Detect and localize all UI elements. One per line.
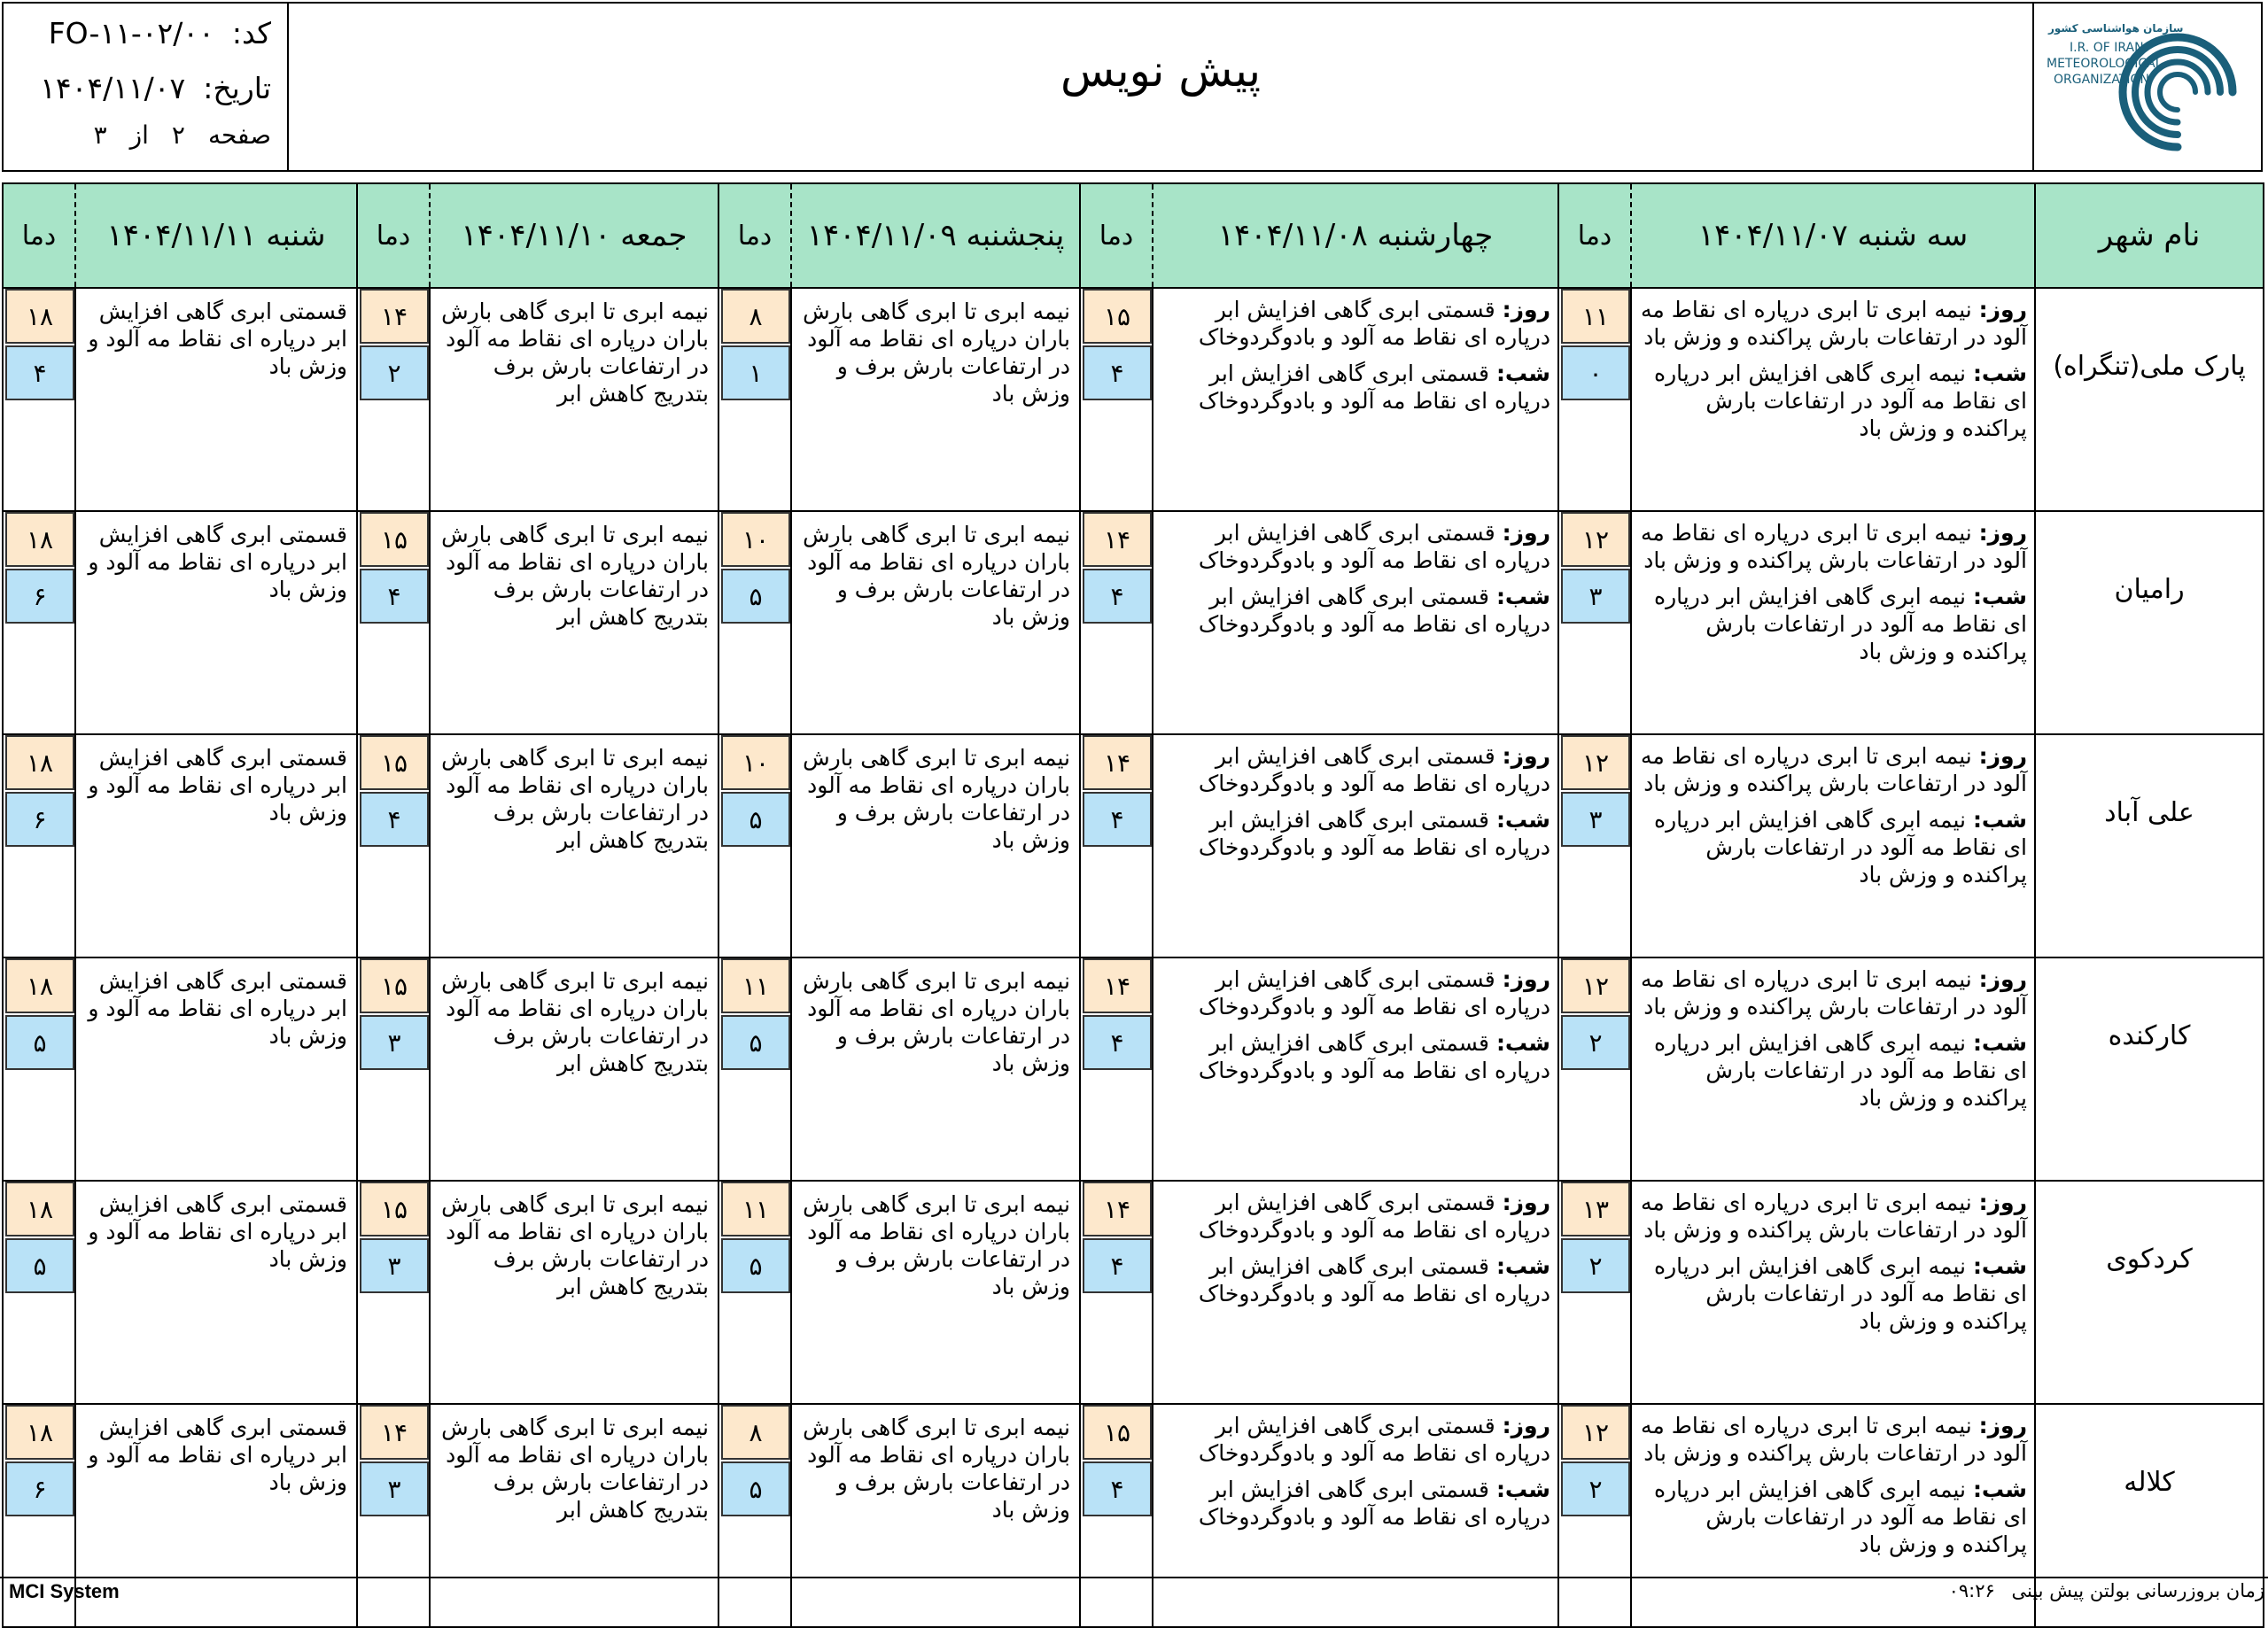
document-meta — [4, 4, 289, 170]
min-temp: ۴ — [1083, 1238, 1152, 1293]
day-5-forecast: قسمتی ابری گاهی افزایش ابر درپاره ای نقاط مه آلود و وزش باد — [75, 957, 357, 1181]
day-1-forecast — [1631, 734, 2035, 957]
city-name: کردکوی — [2106, 1244, 2193, 1275]
max-temp: ۱۱ — [1561, 289, 1630, 344]
city-name: رامیان — [2114, 574, 2185, 605]
day-5-forecast: قسمتی ابری گاهی افزایش ابر درپاره ای نقاط مه آلود و وزش باد — [75, 734, 357, 957]
day-label: روز: — [1502, 743, 1550, 769]
table-row — [3, 1181, 2264, 1404]
day-1-temps — [1558, 734, 1631, 957]
night-label: شب: — [1495, 360, 1550, 386]
night-label: شب: — [1972, 360, 2027, 386]
code-value: FO-۱۱-۰۲/۰۰ — [48, 16, 214, 50]
day-3-temps — [718, 288, 791, 511]
day-label: روز: — [1978, 520, 2027, 546]
day-label: روز: — [1978, 1190, 2027, 1215]
day-2-temps — [1080, 511, 1153, 734]
city-cell — [2035, 1181, 2264, 1404]
org-name-en-1: I.R. OF IRAN — [2070, 41, 2144, 55]
day-4-forecast: نیمه ابری تا ابری گاهی بارش باران درپاره ای نقاط مه آلود در ارتفاعات بارش برف بتدریج کاهش ابر — [430, 957, 718, 1181]
day-1-temps — [1558, 288, 1631, 511]
night-text: قسمتی ابری گاهی افزایش ابر درپاره ای نقاط مه آلود و بادوگردوخاک — [1198, 1030, 1550, 1083]
max-temp: ۱۸ — [5, 1182, 74, 1237]
city-cell — [2035, 957, 2264, 1181]
day-1-temps — [1558, 511, 1631, 734]
max-temp: ۱۲ — [1561, 958, 1630, 1013]
forecast-body — [3, 288, 2264, 1627]
day-forecast — [1159, 1189, 1550, 1244]
max-temp: ۱۴ — [360, 289, 429, 344]
day-label: روز: — [1502, 1413, 1550, 1438]
max-temp: ۱۲ — [1561, 1405, 1630, 1460]
page-footer — [0, 1577, 2268, 1609]
day-4-temps — [357, 957, 430, 1181]
day-2-forecast — [1153, 734, 1558, 957]
day-forecast — [1637, 1412, 2027, 1467]
system-name: MCI System — [9, 1580, 120, 1602]
day-4-forecast: نیمه ابری تا ابری گاهی بارش باران درپاره ای نقاط مه آلود در ارتفاعات بارش برف بتدریج کاهش ابر — [430, 734, 718, 957]
night-text: قسمتی ابری گاهی افزایش ابر درپاره ای نقاط مه آلود و بادوگردوخاک — [1198, 1477, 1550, 1530]
document-header — [2, 2, 2263, 172]
day-1-forecast — [1631, 288, 2035, 511]
min-temp: ۳ — [360, 1238, 429, 1293]
day-forecast — [1159, 519, 1550, 574]
date-row — [30, 71, 271, 105]
night-forecast — [1637, 1252, 2027, 1335]
min-temp: ۴ — [5, 345, 74, 400]
day-text: نیمه ابری تا ابری درپاره ای نقاط مه آلود در ارتفاعات بارش پراکنده و وزش باد — [1641, 1190, 2027, 1243]
max-temp: ۱۸ — [5, 1405, 74, 1460]
day-3-forecast: نیمه ابری تا ابری گاهی بارش باران درپاره ای نقاط مه آلود در ارتفاعات بارش برف و وزش باد — [791, 734, 1080, 957]
max-temp: ۱۴ — [1083, 512, 1152, 567]
logo-cell — [2032, 4, 2261, 170]
day-4-forecast: نیمه ابری تا ابری گاهی بارش باران درپاره ای نقاط مه آلود در ارتفاعات بارش برف بتدریج کاهش ابر — [430, 1404, 718, 1627]
table-row — [3, 288, 2264, 511]
min-temp: ۳ — [360, 1015, 429, 1070]
max-temp: ۱۵ — [360, 512, 429, 567]
day-1-temps — [1558, 957, 1631, 1181]
max-temp: ۱۲ — [1561, 735, 1630, 790]
max-temp: ۱۵ — [1083, 289, 1152, 344]
page-label: صفحه — [207, 120, 271, 150]
day-4-temps — [357, 511, 430, 734]
night-text: قسمتی ابری گاهی افزایش ابر درپاره ای نقاط مه آلود و بادوگردوخاک — [1198, 360, 1550, 414]
day-2-forecast — [1153, 511, 1558, 734]
min-temp: ۲ — [1561, 1015, 1630, 1070]
city-cell — [2035, 734, 2264, 957]
day-2-temps — [1080, 734, 1153, 957]
night-label: شب: — [1972, 807, 2027, 833]
day-4-temps — [357, 734, 430, 957]
day-4-forecast: نیمه ابری تا ابری گاهی بارش باران درپاره ای نقاط مه آلود در ارتفاعات بارش برف بتدریج کاهش ابر — [430, 511, 718, 734]
day-5-forecast: قسمتی ابری گاهی افزایش ابر درپاره ای نقاط مه آلود و وزش باد — [75, 1181, 357, 1404]
day-forecast — [1159, 1412, 1550, 1467]
night-text: نیمه ابری گاهی افزایش ابر درپاره ای نقاط مه آلود در ارتفاعات بارش پراکنده و وزش باد — [1653, 1030, 2027, 1111]
min-temp: ۵ — [5, 1015, 74, 1070]
date-label: تاریخ: — [203, 71, 271, 105]
night-label: شب: — [1972, 1253, 2027, 1279]
min-temp: ۴ — [1083, 1461, 1152, 1516]
day-5-temps — [3, 1181, 75, 1404]
org-name-en-3: ORGANIZATION — [2054, 73, 2150, 87]
day-label: روز: — [1978, 297, 2027, 322]
day-2-temps — [1080, 288, 1153, 511]
day-3-temps — [718, 734, 791, 957]
min-temp: ۴ — [360, 792, 429, 847]
min-temp: ۲ — [360, 345, 429, 400]
day-text: نیمه ابری تا ابری درپاره ای نقاط مه آلود در ارتفاعات بارش پراکنده و وزش باد — [1641, 297, 2027, 350]
min-temp: ۰ — [1561, 345, 1630, 400]
temp-1-header: دما — [1558, 183, 1631, 288]
day-5-temps — [3, 734, 75, 957]
day-5-forecast: قسمتی ابری گاهی افزایش ابر درپاره ای نقاط مه آلود و وزش باد — [75, 288, 357, 511]
min-temp: ۵ — [721, 1015, 790, 1070]
day-5-temps — [3, 511, 75, 734]
max-temp: ۱۱ — [721, 958, 790, 1013]
meteorological-organization-logo — [2045, 14, 2254, 161]
day-forecast — [1159, 296, 1550, 351]
day-1-forecast — [1631, 1181, 2035, 1404]
city-name: پارک ملی(تنگراه) — [2053, 351, 2246, 382]
day-5-forecast: قسمتی ابری گاهی افزایش ابر درپاره ای نقاط مه آلود و وزش باد — [75, 1404, 357, 1627]
max-temp: ۱۴ — [1083, 735, 1152, 790]
day-label: روز: — [1978, 743, 2027, 769]
max-temp: ۱۰ — [721, 735, 790, 790]
night-forecast — [1637, 1476, 2027, 1558]
min-temp: ۵ — [5, 1238, 74, 1293]
day-3-forecast: نیمه ابری تا ابری گاهی بارش باران درپاره ای نقاط مه آلود در ارتفاعات بارش برف و وزش باد — [791, 288, 1080, 511]
day-label: روز: — [1502, 520, 1550, 546]
night-forecast — [1159, 806, 1550, 861]
max-temp: ۱۵ — [360, 1182, 429, 1237]
day-text: نیمه ابری تا ابری درپاره ای نقاط مه آلود در ارتفاعات بارش پراکنده و وزش باد — [1641, 520, 2027, 573]
night-text: نیمه ابری گاهی افزایش ابر درپاره ای نقاط مه آلود در ارتفاعات بارش پراکنده و وزش باد — [1653, 584, 2027, 664]
day-4-temps — [357, 288, 430, 511]
night-label: شب: — [1972, 1477, 2027, 1502]
table-row — [3, 734, 2264, 957]
min-temp: ۴ — [1083, 569, 1152, 624]
min-temp: ۴ — [1083, 792, 1152, 847]
page-total: ۳ — [93, 120, 107, 150]
day-text: قسمتی ابری گاهی افزایش ابر درپاره ای نقاط مه آلود و بادوگردوخاک — [1198, 1190, 1550, 1243]
day-2-forecast — [1153, 957, 1558, 1181]
night-text: قسمتی ابری گاهی افزایش ابر درپاره ای نقاط مه آلود و بادوگردوخاک — [1198, 807, 1550, 860]
city-name: کلاله — [2124, 1467, 2175, 1498]
update-info — [1938, 1580, 2264, 1601]
day-label: روز: — [1978, 1413, 2027, 1438]
day-forecast — [1637, 519, 2027, 574]
max-temp: ۱۴ — [360, 1405, 429, 1460]
max-temp: ۱۲ — [1561, 512, 1630, 567]
night-forecast — [1637, 583, 2027, 665]
night-forecast — [1637, 1029, 2027, 1112]
day-text: قسمتی ابری گاهی افزایش ابر درپاره ای نقاط مه آلود و بادوگردوخاک — [1198, 297, 1550, 350]
day-2-forecast — [1153, 288, 1558, 511]
day-1-temps — [1558, 1181, 1631, 1404]
night-text: قسمتی ابری گاهی افزایش ابر درپاره ای نقاط مه آلود و بادوگردوخاک — [1198, 584, 1550, 637]
day-forecast — [1159, 965, 1550, 1020]
day-4-header: جمعه ۱۴۰۴/۱۱/۱۰ — [430, 183, 718, 288]
day-1-forecast — [1631, 511, 2035, 734]
night-forecast — [1159, 1252, 1550, 1307]
min-temp: ۴ — [1083, 345, 1152, 400]
max-temp: ۸ — [721, 289, 790, 344]
night-forecast — [1159, 583, 1550, 638]
day-3-temps — [718, 511, 791, 734]
day-5-temps — [3, 288, 75, 511]
night-label: شب: — [1495, 584, 1550, 609]
min-temp: ۳ — [1561, 792, 1630, 847]
city-cell — [2035, 511, 2264, 734]
min-temp: ۶ — [5, 1461, 74, 1516]
day-4-forecast: نیمه ابری تا ابری گاهی بارش باران درپاره ای نقاط مه آلود در ارتفاعات بارش برف بتدریج کاهش ابر — [430, 1181, 718, 1404]
max-temp: ۱۵ — [360, 958, 429, 1013]
city-column-header: نام شهر — [2035, 183, 2264, 288]
max-temp: ۱۸ — [5, 512, 74, 567]
night-text: نیمه ابری گاهی افزایش ابر درپاره ای نقاط مه آلود در ارتفاعات بارش پراکنده و وزش باد — [1653, 360, 2027, 441]
day-text: نیمه ابری تا ابری درپاره ای نقاط مه آلود در ارتفاعات بارش پراکنده و وزش باد — [1641, 743, 2027, 796]
day-forecast — [1637, 742, 2027, 797]
day-text: نیمه ابری تا ابری درپاره ای نقاط مه آلود در ارتفاعات بارش پراکنده و وزش باد — [1641, 966, 2027, 1019]
forecast-table — [2, 182, 2264, 1628]
max-temp: ۱۸ — [5, 958, 74, 1013]
night-text: قسمتی ابری گاهی افزایش ابر درپاره ای نقاط مه آلود و بادوگردوخاک — [1198, 1253, 1550, 1306]
night-text: نیمه ابری گاهی افزایش ابر درپاره ای نقاط مه آلود در ارتفاعات بارش پراکنده و وزش باد — [1653, 1253, 2027, 1334]
day-text: قسمتی ابری گاهی افزایش ابر درپاره ای نقاط مه آلود و بادوگردوخاک — [1198, 520, 1550, 573]
day-3-forecast: نیمه ابری تا ابری گاهی بارش باران درپاره ای نقاط مه آلود در ارتفاعات بارش برف و وزش باد — [791, 511, 1080, 734]
min-temp: ۲ — [1561, 1238, 1630, 1293]
page-row — [30, 120, 271, 150]
min-temp: ۶ — [5, 792, 74, 847]
night-forecast — [1159, 360, 1550, 415]
code-label: کد: — [231, 16, 271, 50]
min-temp: ۳ — [1561, 569, 1630, 624]
night-label: شب: — [1495, 1477, 1550, 1502]
min-temp: ۵ — [721, 569, 790, 624]
max-temp: ۸ — [721, 1405, 790, 1460]
day-1-forecast — [1631, 957, 2035, 1181]
min-temp: ۱ — [721, 345, 790, 400]
min-temp: ۵ — [721, 1238, 790, 1293]
day-5-header: شنبه ۱۴۰۴/۱۱/۱۱ — [75, 183, 357, 288]
night-label: شب: — [1972, 1030, 2027, 1056]
day-3-header: پنجشنبه ۱۴۰۴/۱۱/۰۹ — [791, 183, 1080, 288]
temp-4-header: دما — [357, 183, 430, 288]
min-temp: ۵ — [721, 792, 790, 847]
page-of: از — [129, 120, 149, 150]
night-label: شب: — [1972, 584, 2027, 609]
night-label: شب: — [1495, 807, 1550, 833]
city-name: علی آباد — [2104, 797, 2194, 828]
night-forecast — [1159, 1029, 1550, 1084]
night-text: نیمه ابری گاهی افزایش ابر درپاره ای نقاط مه آلود در ارتفاعات بارش پراکنده و وزش باد — [1653, 1477, 2027, 1557]
day-label: روز: — [1502, 297, 1550, 322]
night-label: شب: — [1495, 1253, 1550, 1279]
day-text: قسمتی ابری گاهی افزایش ابر درپاره ای نقاط مه آلود و بادوگردوخاک — [1198, 743, 1550, 796]
max-temp: ۱۸ — [5, 289, 74, 344]
table-header-row — [3, 183, 2264, 288]
temp-2-header: دما — [1080, 183, 1153, 288]
min-temp: ۵ — [721, 1461, 790, 1516]
day-4-forecast: نیمه ابری تا ابری گاهی بارش باران درپاره ای نقاط مه آلود در ارتفاعات بارش برف بتدریج کاهش ابر — [430, 288, 718, 511]
day-label: روز: — [1502, 1190, 1550, 1215]
table-row — [3, 957, 2264, 1181]
temp-5-header: دما — [3, 183, 75, 288]
day-forecast — [1159, 742, 1550, 797]
day-label: روز: — [1978, 966, 2027, 992]
day-3-forecast: نیمه ابری تا ابری گاهی بارش باران درپاره ای نقاط مه آلود در ارتفاعات بارش برف و وزش باد — [791, 1181, 1080, 1404]
day-2-temps — [1080, 1181, 1153, 1404]
org-name-fa: سازمان هواشناسی کشور — [2048, 22, 2184, 35]
night-label: شب: — [1495, 1030, 1550, 1056]
day-text: قسمتی ابری گاهی افزایش ابر درپاره ای نقاط مه آلود و بادوگردوخاک — [1198, 1413, 1550, 1466]
date-value: ۱۴۰۴/۱۱/۰۷ — [40, 71, 186, 105]
max-temp: ۱۴ — [1083, 1182, 1152, 1237]
city-cell — [2035, 288, 2264, 511]
max-temp: ۱۸ — [5, 735, 74, 790]
min-temp: ۲ — [1561, 1461, 1630, 1516]
max-temp: ۱۱ — [721, 1182, 790, 1237]
day-2-temps — [1080, 957, 1153, 1181]
day-forecast — [1637, 296, 2027, 351]
min-temp: ۶ — [5, 569, 74, 624]
code-row — [30, 16, 271, 50]
max-temp: ۱۰ — [721, 512, 790, 567]
day-label: روز: — [1502, 966, 1550, 992]
night-text: نیمه ابری گاهی افزایش ابر درپاره ای نقاط مه آلود در ارتفاعات بارش پراکنده و وزش باد — [1653, 807, 2027, 888]
day-1-header: سه شنبه ۱۴۰۴/۱۱/۰۷ — [1631, 183, 2035, 288]
min-temp: ۴ — [1083, 1015, 1152, 1070]
temp-3-header: دما — [718, 183, 791, 288]
update-time: ۰۹:۲۶ — [1948, 1580, 1995, 1601]
day-forecast — [1637, 1189, 2027, 1244]
max-temp: ۱۵ — [360, 735, 429, 790]
day-3-forecast: نیمه ابری تا ابری گاهی بارش باران درپاره ای نقاط مه آلود در ارتفاعات بارش برف و وزش باد — [791, 1404, 1080, 1627]
update-label: زمان بروزرسانی بولتن پیش بینی — [2011, 1580, 2264, 1601]
min-temp: ۴ — [360, 569, 429, 624]
day-3-temps — [718, 957, 791, 1181]
day-4-temps — [357, 1181, 430, 1404]
max-temp: ۱۵ — [1083, 1405, 1152, 1460]
day-2-header: چهارشنبه ۱۴۰۴/۱۱/۰۸ — [1153, 183, 1558, 288]
day-text: قسمتی ابری گاهی افزایش ابر درپاره ای نقاط مه آلود و بادوگردوخاک — [1198, 966, 1550, 1019]
day-forecast — [1637, 965, 2027, 1020]
day-text: نیمه ابری تا ابری درپاره ای نقاط مه آلود در ارتفاعات بارش پراکنده و وزش باد — [1641, 1413, 2027, 1466]
night-forecast — [1159, 1476, 1550, 1531]
max-temp: ۱۳ — [1561, 1182, 1630, 1237]
day-2-forecast — [1153, 1181, 1558, 1404]
max-temp: ۱۴ — [1083, 958, 1152, 1013]
day-3-temps — [718, 1181, 791, 1404]
day-3-forecast: نیمه ابری تا ابری گاهی بارش باران درپاره ای نقاط مه آلود در ارتفاعات بارش برف و وزش باد — [791, 957, 1080, 1181]
org-name-en-2: METEOROLOGICAL — [2047, 57, 2163, 71]
night-forecast — [1637, 806, 2027, 888]
night-forecast — [1637, 360, 2027, 442]
table-row — [3, 511, 2264, 734]
min-temp: ۳ — [360, 1461, 429, 1516]
page-title: پیش نویس — [1060, 45, 1262, 97]
day-5-forecast: قسمتی ابری گاهی افزایش ابر درپاره ای نقاط مه آلود و وزش باد — [75, 511, 357, 734]
page-current: ۲ — [171, 120, 185, 150]
day-5-temps — [3, 957, 75, 1181]
city-name: کارکنده — [2108, 1020, 2191, 1051]
